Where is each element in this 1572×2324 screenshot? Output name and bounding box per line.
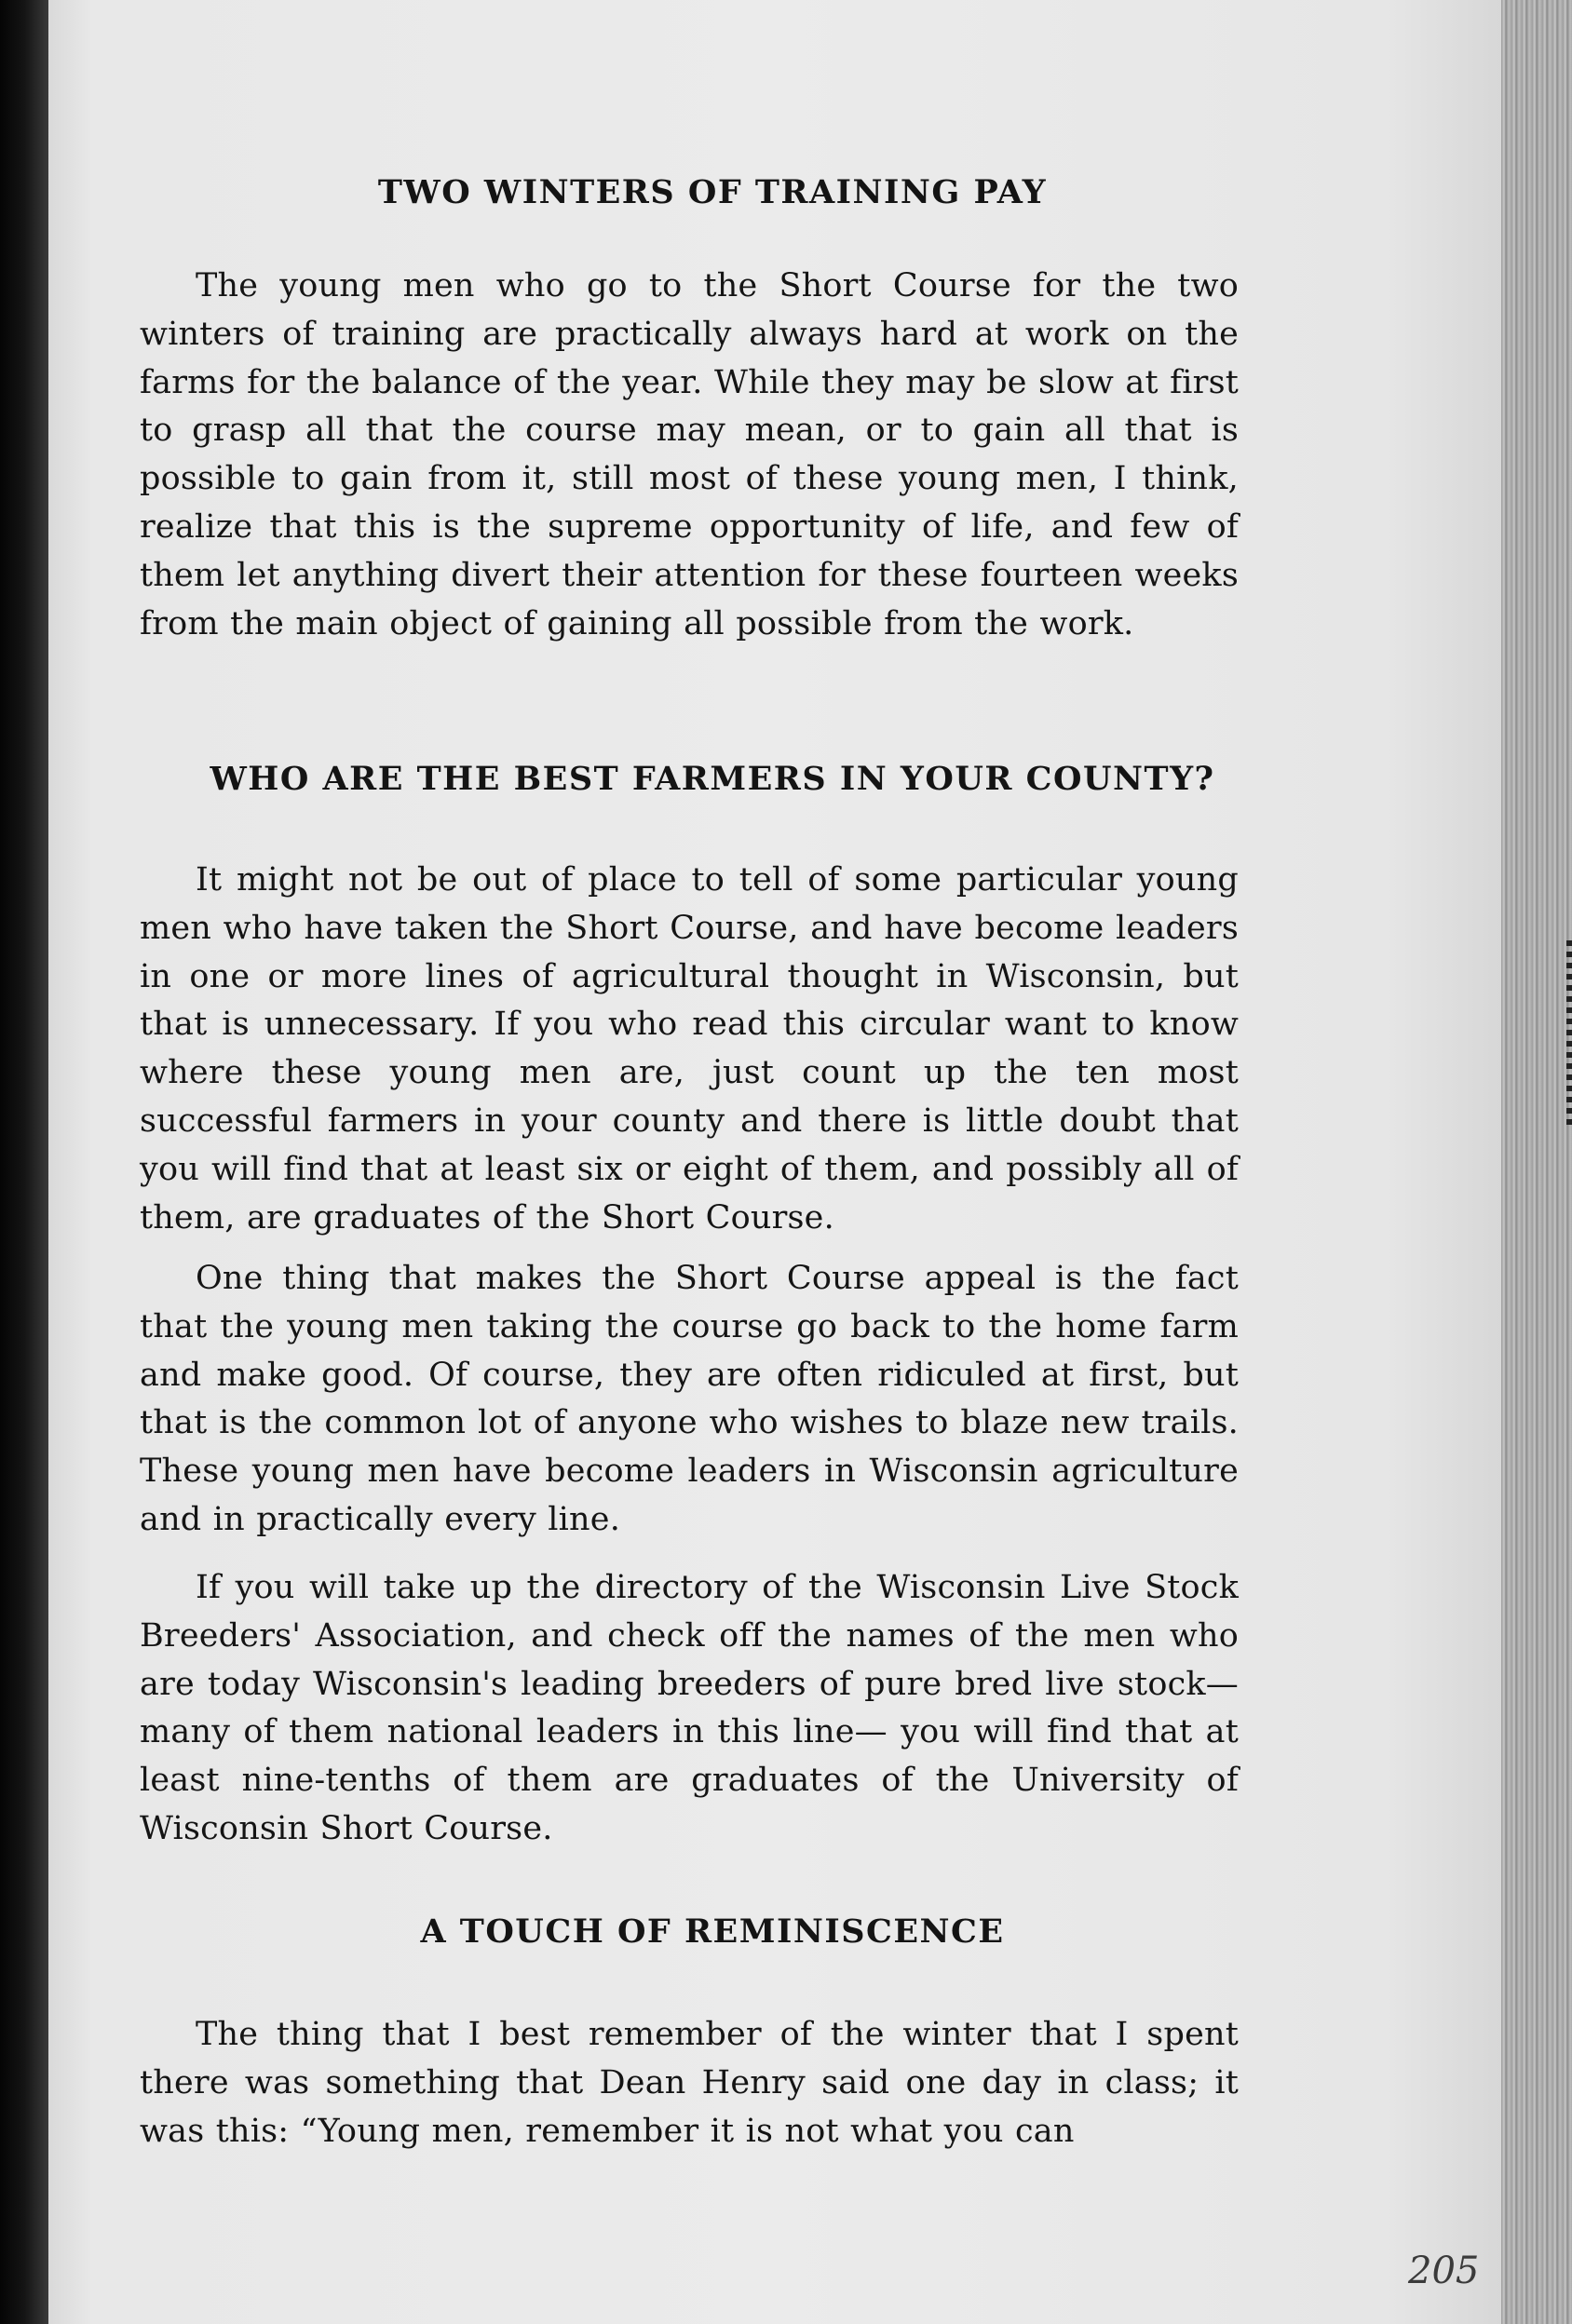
page-stack-edge xyxy=(1501,0,1572,2324)
binding-edge xyxy=(0,0,48,2324)
paragraph-best-farmers-2: One thing that makes the Short Course appeal is the fact that the young men taking the course go back to the home farm and make good. Of course, they are often ridiculed at first, but that is the common lot of anyone who wishes to blaze new trails. These young men have become leaders in Wisconsin agriculture and in practically every line. xyxy=(140,1260,1239,1538)
paragraph-best-farmers-3: If you will take up the directory of the Wisconsin Live Stock Breeders' Association, and check off the names of the men who are today Wisconsin's leading breeders of pure bred live stock—many of them national leaders in this line— you will find that at least nine-tenths of them are graduates of the University of Wisconsin Short Course. xyxy=(140,1569,1239,1847)
paragraph-reminiscence: The thing that I best remember of the winter that I spent there was something that Dean Henry said one day in class; it was this: “Young men, remember it is not what you can xyxy=(140,2016,1239,2150)
page-number: 205 xyxy=(1408,2250,1480,2292)
paragraph-best-farmers-1: It might not be out of place to tell of some particular young men who have taken the Short Course, and have become leaders in one or more lines of agricultural thought in Wisconsin, but that is unnecessary. If you who read this circular want to know where these young men are, just count up the ten most successful farmers in your county and there is little doubt that you will find that at least six or eight of them, and possibly all of them, are graduates of the Short Course. xyxy=(140,861,1239,1236)
section-heading-best-farmers: WHO ARE THE BEST FARMERS IN YOUR COUNTY? xyxy=(210,760,1215,798)
paragraph-two-winters: The young men who go to the Short Course for the two winters of training are practically always hard at work on the farms for the balance of the year. While they may be slow at first to grasp all that the course may mean, or to gain all that is possible to gain from it, still most of these young men, I think, realize that this is the supreme opportunity of life, and few of them let anything divert their attention for these fourteen weeks from the main object of gaining all possible from the work. xyxy=(140,267,1239,642)
section-heading-two-winters: TWO WINTERS OF TRAINING PAY xyxy=(377,173,1048,211)
page-stack-mark xyxy=(1566,940,1572,1127)
section-heading-reminiscence: A TOUCH OF REMINISCENCE xyxy=(420,1912,1005,1951)
